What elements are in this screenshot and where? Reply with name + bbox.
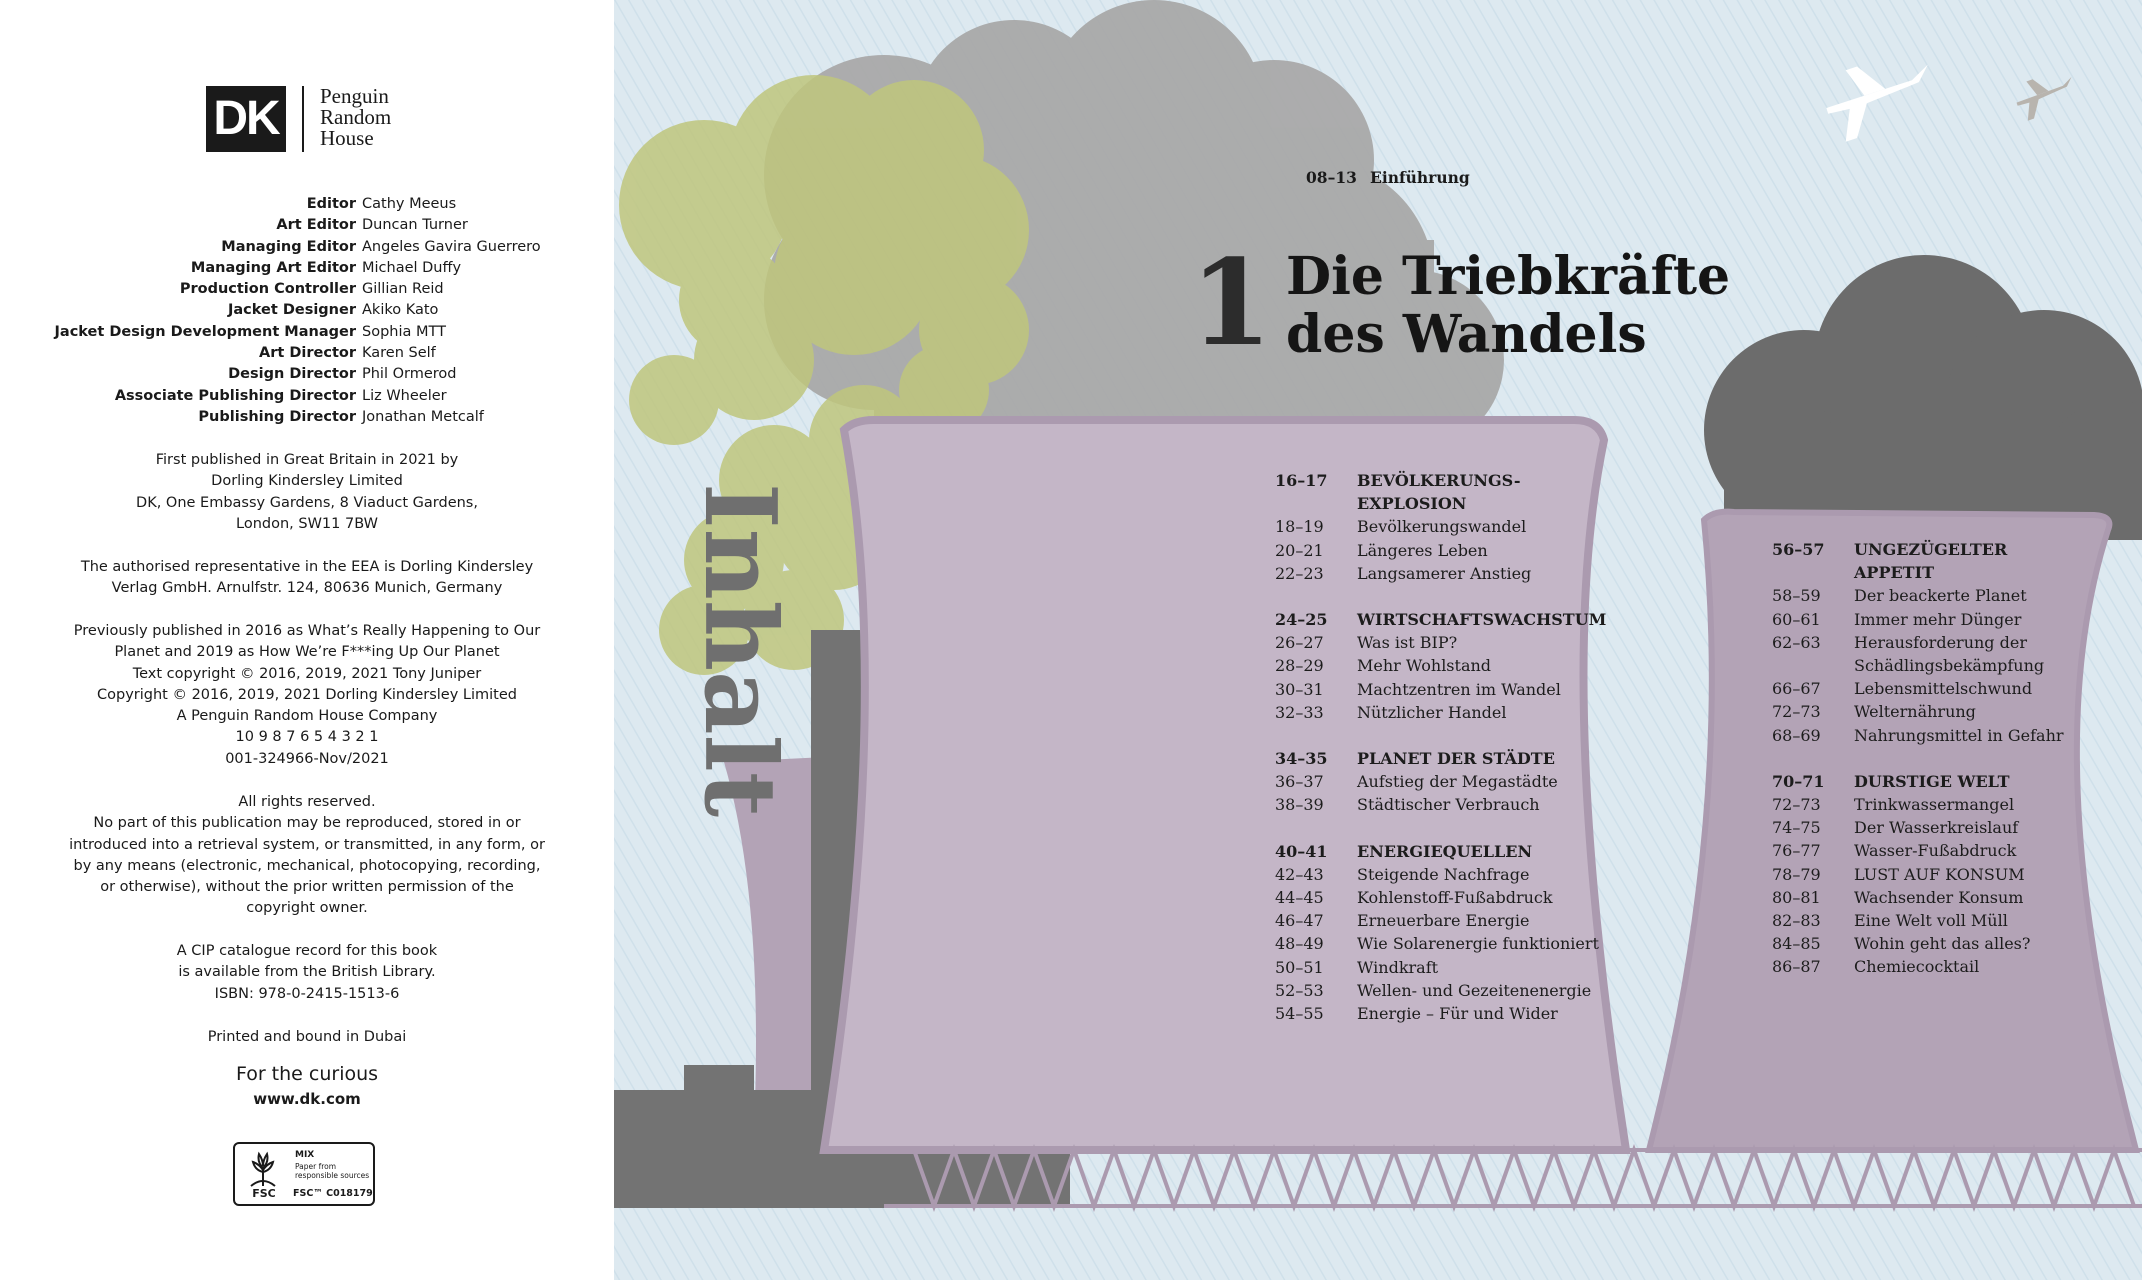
toc-title: Wellen- und Gezeitenenergie xyxy=(1357,980,1592,1000)
toc-section-heading[interactable] xyxy=(1275,492,1606,515)
imprint-line: or otherwise), without the prior written permission of the xyxy=(100,879,514,896)
credit-row xyxy=(0,237,614,258)
toc-entry[interactable] xyxy=(1275,886,1606,909)
imprint-line: London, SW11 7BW xyxy=(236,515,378,532)
toc-page-range: 30–31 xyxy=(1275,679,1324,699)
logo-divider xyxy=(302,86,304,152)
toc-page-range: 82–83 xyxy=(1772,911,1821,931)
toc-title: Der Wasserkreislauf xyxy=(1854,818,2019,838)
publisher-logo xyxy=(206,86,416,156)
toc-entry[interactable] xyxy=(1772,909,2064,932)
toc-title: Wohin geht das alles? xyxy=(1854,934,2031,954)
toc-title: Trinkwassermangel xyxy=(1854,795,2015,815)
toc-section-heading[interactable] xyxy=(1275,608,1606,631)
credit-row xyxy=(0,322,614,343)
toc-column-right xyxy=(1772,538,2064,979)
toc-entry[interactable] xyxy=(1275,770,1606,793)
toc-entry[interactable] xyxy=(1772,863,2064,886)
toc-page-range: 58–59 xyxy=(1772,586,1821,606)
imprint-line: Random xyxy=(320,105,392,129)
toc-title: EXPLOSION xyxy=(1357,494,1467,514)
toc-entry[interactable] xyxy=(1275,701,1606,724)
imprint-line: 001-324966-Nov/2021 xyxy=(225,750,389,767)
credit-role: Publishing Director xyxy=(198,408,356,425)
credit-role: Production Controller xyxy=(179,281,356,298)
intro-title[interactable]: Einführung xyxy=(1370,168,1470,187)
rights-block xyxy=(60,792,554,920)
toc-title: Schädlingsbekämpfung xyxy=(1854,656,2045,676)
credit-role: Managing Art Editor xyxy=(190,259,356,276)
imprint-line: A CIP catalogue record for this book xyxy=(176,943,438,959)
imprint-line: DK, One Embassy Gardens, 8 Viaduct Gardens, xyxy=(136,494,478,511)
toc-entry[interactable] xyxy=(1275,562,1606,585)
toc-section-heading[interactable] xyxy=(1275,747,1606,770)
toc-page-range: 74–75 xyxy=(1772,818,1821,838)
toc-page-range: 16–17 xyxy=(1275,471,1328,490)
toc-page-range: 48–49 xyxy=(1275,934,1324,954)
toc-spacer xyxy=(1772,747,2064,770)
toc-entry[interactable] xyxy=(1275,979,1606,1002)
imprint-page xyxy=(0,0,614,1280)
toc-title: Langsamerer Anstieg xyxy=(1357,563,1532,583)
toc-title: Kohlenstoff-Fußabdruck xyxy=(1357,888,1553,908)
toc-page-range: 22–23 xyxy=(1275,563,1324,583)
imprint-line: All rights reserved. xyxy=(238,794,376,810)
credit-name: Gillian Reid xyxy=(362,281,444,298)
toc-entry[interactable] xyxy=(1772,839,2064,862)
imprint-line: 10 9 8 7 6 5 4 3 2 1 xyxy=(235,729,379,746)
toc-spacer xyxy=(1275,724,1606,747)
cip-block xyxy=(60,941,554,1005)
credit-row xyxy=(0,386,614,407)
toc-column-left xyxy=(1275,469,1606,1025)
toc-title: BEVÖLKERUNGS- xyxy=(1357,471,1521,490)
toc-entry[interactable] xyxy=(1275,631,1606,654)
toc-section-heading[interactable] xyxy=(1772,561,2064,584)
toc-page-range: 70–71 xyxy=(1772,771,1825,791)
toc-page-range: 44–45 xyxy=(1275,888,1324,908)
imprint-line: No part of this publication may be reproduced, stored in or xyxy=(93,815,521,832)
toc-title: Immer mehr Dünger xyxy=(1854,609,2022,629)
toc-page-range: 38–39 xyxy=(1275,795,1324,815)
toc-entry[interactable] xyxy=(1275,539,1606,562)
credit-role: Design Director xyxy=(228,366,356,383)
toc-title: Eine Welt voll Müll xyxy=(1854,911,2008,931)
credit-name: Angeles Gavira Guerrero xyxy=(362,238,541,255)
toc-page-range: 18–19 xyxy=(1275,517,1324,537)
imprint-line: by any means (electronic, mechanical, photocopying, recording, xyxy=(73,857,541,874)
imprint-line: Planet and 2019 as How We’re F***ing Up Our Planet xyxy=(114,644,500,661)
toc-page-range: 80–81 xyxy=(1772,887,1821,907)
credit-name: Phil Ormerod xyxy=(362,366,457,383)
toc-entry[interactable] xyxy=(1772,654,2064,677)
toc-title: WIRTSCHAFTSWACHSTUM xyxy=(1357,610,1607,630)
imprint-line: copyright owner. xyxy=(246,900,368,917)
toc-title: Mehr Wohlstand xyxy=(1357,656,1492,676)
fsc-label: MIX xyxy=(295,1150,315,1160)
toc-title: APPETIT xyxy=(1854,563,1934,583)
toc-entry[interactable] xyxy=(1772,608,2064,631)
imprint-line: Text copyright © 2016, 2019, 2021 Tony Juniper xyxy=(132,665,482,682)
toc-title: Wie Solarenergie funktioniert xyxy=(1357,934,1599,954)
credit-name: Cathy Meeus xyxy=(362,196,457,212)
penguin-random-house-wordmark xyxy=(320,86,430,149)
toc-entry[interactable] xyxy=(1772,886,2064,909)
credit-name: Jonathan Metcalf xyxy=(362,408,484,425)
toc-entry[interactable] xyxy=(1275,793,1606,816)
toc-page-range: 76–77 xyxy=(1772,841,1821,861)
toc-entry[interactable] xyxy=(1772,793,2064,816)
intro-pages: 08–13 xyxy=(1306,168,1357,187)
eea-representative-block xyxy=(60,557,554,600)
toc-section-heading[interactable] xyxy=(1772,770,2064,793)
credit-role: Associate Publishing Director xyxy=(114,387,356,404)
credit-row xyxy=(0,343,614,364)
toc-title: Bevölkerungswandel xyxy=(1357,517,1527,537)
toc-page-range: 84–85 xyxy=(1772,934,1821,954)
toc-entry[interactable] xyxy=(1772,584,2064,607)
tagline-block xyxy=(60,1061,554,1111)
toc-page-range: 68–69 xyxy=(1772,725,1821,745)
toc-page-range: 24–25 xyxy=(1275,610,1328,630)
credit-name: Akiko Kato xyxy=(362,302,439,319)
toc-title: LUST AUF KONSUM xyxy=(1854,864,2025,884)
credit-row xyxy=(0,215,614,236)
toc-section-heading[interactable] xyxy=(1275,840,1606,863)
credits-list xyxy=(0,194,614,428)
toc-entry[interactable] xyxy=(1275,515,1606,538)
imprint-line: introduced into a retrieval system, or transmitted, in any form, or xyxy=(69,836,545,853)
toc-title: Welternährung xyxy=(1854,702,1976,722)
imprint-line: Penguin xyxy=(320,84,389,108)
toc-title: ENERGIEQUELLEN xyxy=(1357,841,1533,861)
credit-role: Art Editor xyxy=(276,217,356,234)
toc-spacer xyxy=(1275,585,1606,608)
credit-row xyxy=(0,279,614,300)
toc-section-heading[interactable] xyxy=(1772,538,2064,561)
toc-page-range xyxy=(1275,492,1357,515)
toc-entry[interactable] xyxy=(1275,932,1606,955)
toc-spacer xyxy=(1275,817,1606,840)
toc-entry[interactable] xyxy=(1275,863,1606,886)
toc-title: Was ist BIP? xyxy=(1357,633,1458,653)
toc-page-range: 42–43 xyxy=(1275,864,1324,884)
toc-entry[interactable] xyxy=(1275,1002,1606,1025)
toc-title: Wachsender Konsum xyxy=(1854,887,2024,907)
imprint-line: is available from the British Library. xyxy=(178,964,436,981)
credit-row xyxy=(0,407,614,428)
first-published-block xyxy=(60,450,554,535)
toc-title: Städtischer Verbrauch xyxy=(1357,795,1540,815)
fsc-code: FSC™ C018179 xyxy=(293,1188,373,1199)
credit-name: Michael Duffy xyxy=(362,259,462,276)
imprint-line: House xyxy=(320,126,374,150)
toc-title: Steigende Nachfrage xyxy=(1357,864,1530,884)
chapter-number: 1 xyxy=(1190,233,1273,372)
credit-role: Managing Editor xyxy=(221,238,356,255)
credit-row xyxy=(0,364,614,385)
toc-page-range: 72–73 xyxy=(1772,702,1821,722)
imprint-line: Previously published in 2016 as What’s Really Happening to Our xyxy=(73,623,541,639)
toc-title: DURSTIGE WELT xyxy=(1854,771,2010,791)
toc-section-heading[interactable] xyxy=(1275,469,1606,492)
website-link[interactable]: www.dk.com xyxy=(253,1090,361,1108)
printed-block xyxy=(60,1027,554,1048)
credit-row xyxy=(0,258,614,279)
toc-page-range: 62–63 xyxy=(1772,632,1821,652)
toc-entry[interactable] xyxy=(1772,700,2064,723)
toc-page-range: 78–79 xyxy=(1772,864,1821,884)
toc-page-range: 46–47 xyxy=(1275,911,1324,931)
toc-page-range xyxy=(1772,561,1854,584)
toc-title: Lebensmittelschwund xyxy=(1854,679,2033,699)
toc-title: UNGEZÜGELTER xyxy=(1854,540,2008,559)
imprint-line: Copyright © 2016, 2019, 2021 Dorling Kindersley Limited xyxy=(97,686,517,703)
toc-page-range: 50–51 xyxy=(1275,957,1324,977)
toc-page-range: 26–27 xyxy=(1275,633,1324,653)
toc-entry[interactable] xyxy=(1275,956,1606,979)
credit-role: Art Director xyxy=(259,345,356,362)
toc-title: Erneuerbare Energie xyxy=(1357,911,1530,931)
toc-page-range: 32–33 xyxy=(1275,702,1324,722)
contents-page xyxy=(614,0,2142,1280)
toc-entry[interactable] xyxy=(1772,677,2064,700)
toc-page-range xyxy=(1772,654,1854,677)
toc-title: Energie – Für und Wider xyxy=(1357,1004,1558,1024)
credit-row xyxy=(0,194,614,215)
toc-page-range: 28–29 xyxy=(1275,656,1324,676)
toc-title: Nahrungsmittel in Gefahr xyxy=(1854,725,2064,745)
toc-title: Wasser-Fußabdruck xyxy=(1854,841,2017,861)
toc-entry[interactable] xyxy=(1772,816,2064,839)
toc-entry[interactable] xyxy=(1772,724,2064,747)
toc-title: Herausforderung der xyxy=(1854,632,2027,652)
toc-page-range: 86–87 xyxy=(1772,957,1821,977)
toc-entry[interactable] xyxy=(1275,678,1606,701)
toc-page-range: 40–41 xyxy=(1275,841,1328,861)
toc-page-range: 60–61 xyxy=(1772,609,1821,629)
copyright-block xyxy=(60,621,554,770)
toc-entry[interactable] xyxy=(1275,654,1606,677)
toc-page-range: 72–73 xyxy=(1772,795,1821,815)
chapter-title xyxy=(1286,248,1730,364)
imprint-line: A Penguin Random House Company xyxy=(176,708,438,725)
credit-name: Duncan Turner xyxy=(362,217,468,234)
toc-title: Längeres Leben xyxy=(1357,540,1488,560)
toc-title: Windkraft xyxy=(1357,957,1439,977)
toc-entry[interactable] xyxy=(1772,932,2064,955)
credit-name: Sophia MTT xyxy=(362,323,446,340)
credit-role: Jacket Design Development Manager xyxy=(54,323,356,340)
toc-page-range: 36–37 xyxy=(1275,772,1324,792)
fsc-logo xyxy=(233,1142,375,1206)
dk-logo: DK xyxy=(206,86,286,152)
credit-name: Liz Wheeler xyxy=(362,387,447,404)
imprint-line: First published in Great Britain in 2021 by xyxy=(155,452,459,468)
fsc-abbr: FSC xyxy=(252,1187,276,1200)
vertical-contents-title: Inhalt xyxy=(682,482,797,818)
chapter-title-line: des Wandels xyxy=(1286,304,1647,365)
imprint-line: Verlag GmbH. Arnulfstr. 124, 80636 Munich, Germany xyxy=(111,580,503,597)
toc-title: Chemiecocktail xyxy=(1854,957,1980,977)
credit-name: Karen Self xyxy=(362,345,436,362)
toc-page-range: 34–35 xyxy=(1275,749,1328,769)
toc-page-range: 66–67 xyxy=(1772,679,1821,699)
toc-page-range: 56–57 xyxy=(1772,540,1825,559)
imprint-line: Printed and bound in Dubai xyxy=(207,1029,407,1045)
fsc-tree-icon xyxy=(245,1148,281,1188)
toc-entry[interactable] xyxy=(1772,955,2064,978)
credit-role: Jacket Designer xyxy=(227,302,356,319)
imprint-line: The authorised representative in the EEA is Dorling Kindersley xyxy=(80,559,534,575)
toc-title: Machtzentren im Wandel xyxy=(1357,679,1561,699)
imprint-line: ISBN: 978-0-2415-1513-6 xyxy=(214,985,400,1002)
toc-entry[interactable] xyxy=(1772,631,2064,654)
toc-title: Aufstieg der Megastädte xyxy=(1357,772,1558,792)
imprint-line: Dorling Kindersley Limited xyxy=(211,473,403,490)
toc-page-range: 54–55 xyxy=(1275,1004,1324,1024)
toc-title: PLANET DER STÄDTE xyxy=(1357,749,1555,769)
toc-entry[interactable] xyxy=(1275,909,1606,932)
credit-role: Editor xyxy=(306,196,356,212)
fsc-subtitle: Paper from responsible sources xyxy=(295,1162,370,1180)
tagline: For the curious xyxy=(235,1063,379,1085)
toc-page-range: 20–21 xyxy=(1275,540,1324,560)
toc-page-range: 52–53 xyxy=(1275,980,1324,1000)
credit-row xyxy=(0,300,614,321)
toc-title: Nützlicher Handel xyxy=(1357,702,1507,722)
toc-title: Der beackerte Planet xyxy=(1854,586,2027,606)
chapter-title-line: Die Triebkräfte xyxy=(1286,246,1731,307)
